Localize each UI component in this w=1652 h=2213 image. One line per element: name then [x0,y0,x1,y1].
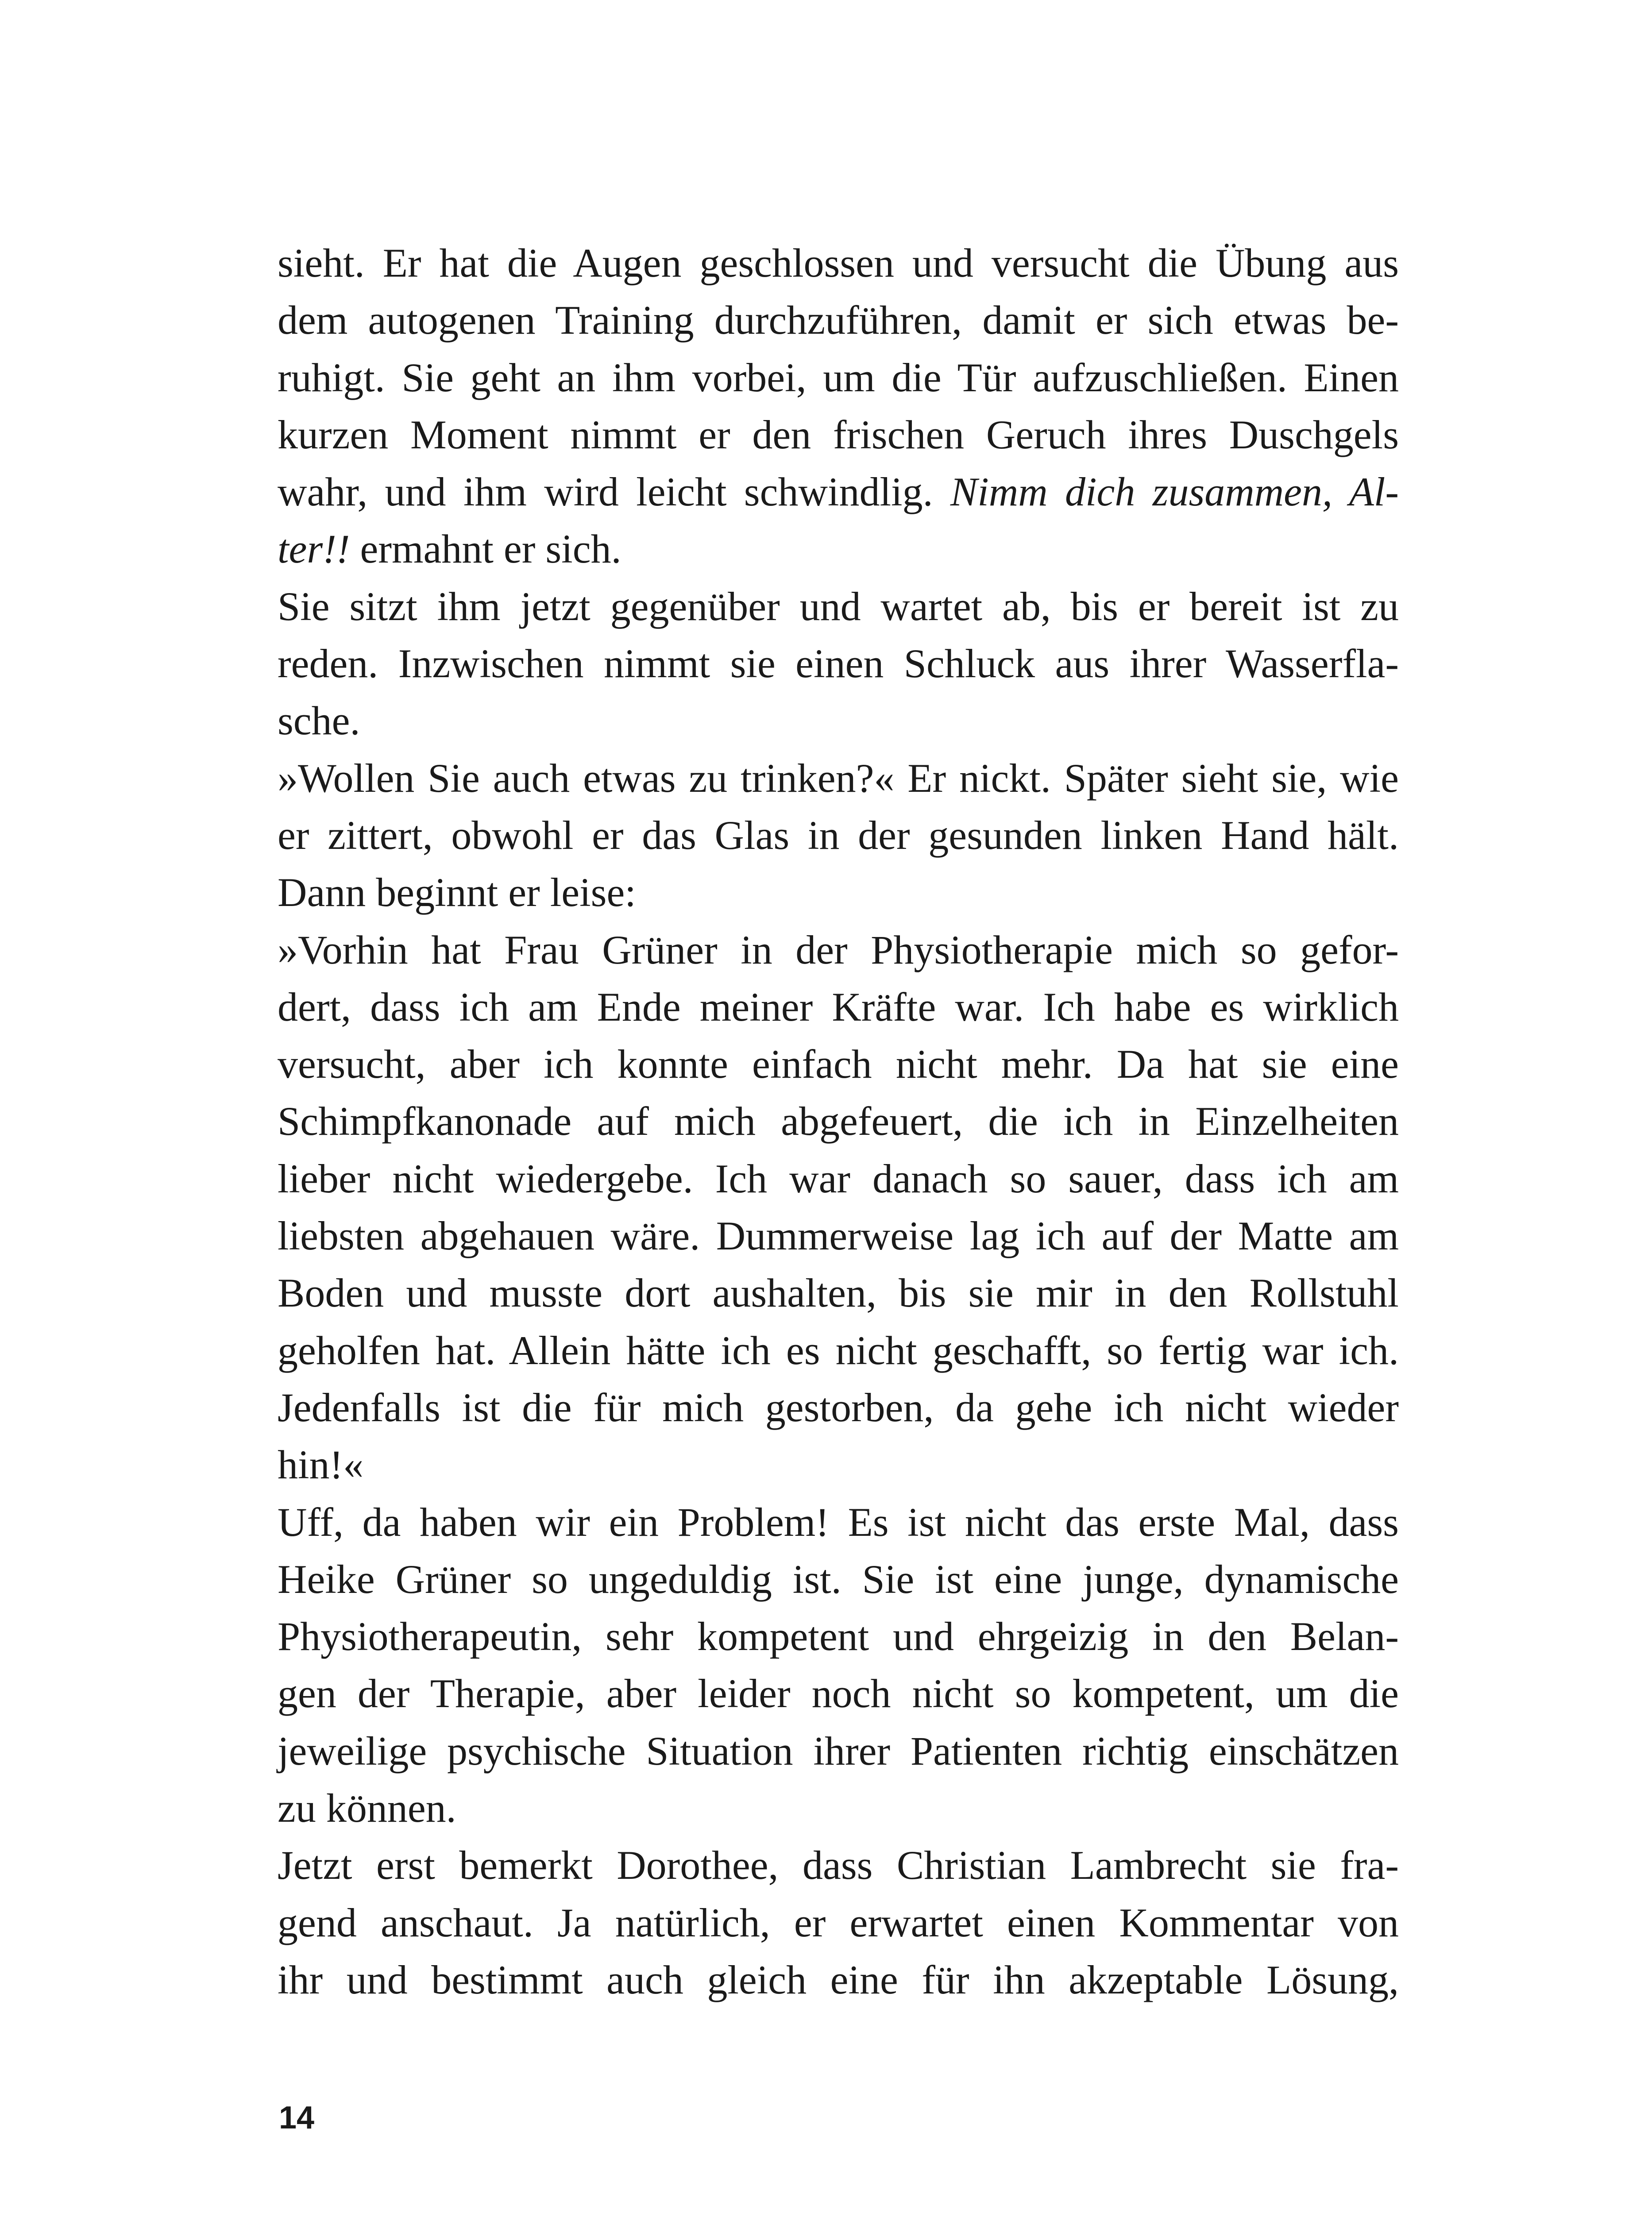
text-line [278,1265,1399,1322]
text-line-normal: Jedenfalls ist die für mich gestorben, da gehe ich nicht wieder [278,1384,1399,1430]
text-line-normal: Jetzt erst bemerkt Dorothee, dass Christian Lambrecht sie fra- [278,1843,1399,1888]
text-line [278,1951,1399,2009]
text-line-normal: Physiotherapeutin, sehr kompetent und ehrgeizig in den Belan- [278,1614,1399,1659]
text-line [278,1494,1399,1551]
text-line-normal: gend anschaut. Ja natürlich, er erwartet einen Kommentar von [278,1900,1399,1945]
text-line-italic: ter!! [278,526,350,572]
text-line-normal: Heike Grüner so ungeduldig ist. Sie ist eine junge, dynamische [278,1556,1399,1602]
text-line [278,292,1399,349]
text-line [278,1207,1399,1265]
text-line-normal: »Wollen Sie auch etwas zu trinken?« Er nickt. Später sieht sie, wie [278,755,1399,801]
text-line-normal: geholfen hat. Allein hätte ich es nicht geschafft, so fertig war ich. [278,1327,1399,1373]
text-line-normal: Boden und musste dort aushalten, bis sie mir in den Rollstuhl [278,1270,1399,1316]
text-line-normal: ihr und bestimmt auch gleich eine für ihn akzeptable Lösung, [278,1957,1399,2002]
text-line [278,750,1399,807]
text-line [278,807,1399,864]
text-line-normal: sche. [278,698,360,744]
text-line [278,1723,1399,1780]
text-line-normal: Dann beginnt er leise: [278,870,636,915]
text-line-italic: Nimm dich zusammen, Al- [950,469,1399,515]
text-line-normal: »Vorhin hat Frau Grüner in der Physiotherapie mich so gefor- [278,927,1399,972]
text-line-normal: lieber nicht wiedergebe. Ich war danach so sauer, dass ich am [278,1156,1399,1201]
text-line [278,1780,1399,1837]
text-line-normal: gen der Therapie, aber leider noch nicht so kompetent, um die [278,1671,1399,1716]
text-line-normal: dert, dass ich am Ende meiner Kräfte war. Ich habe es wirklich [278,984,1399,1029]
text-line [278,1093,1399,1150]
text-line [278,578,1399,635]
text-line-normal: er zittert, obwohl er das Glas in der gesunden linken Hand hält. [278,812,1399,858]
text-line [278,520,1399,578]
text-line-normal: wahr, und ihm wird leicht schwindlig. [278,469,933,515]
text-line [278,1608,1399,1665]
text-line-normal: zu können. [278,1785,456,1831]
text-line-normal: ermahnt er sich. [360,526,621,572]
text-line-normal: ruhigt. Sie geht an ihm vorbei, um die Tür aufzuschließen. Einen [278,355,1399,400]
text-line [278,235,1399,292]
text-line [278,921,1399,979]
text-line-normal: sieht. Er hat die Augen geschlossen und versucht die Übung aus [278,240,1399,285]
text-line [278,406,1399,463]
text-line-normal: liebsten abgehauen wäre. Dummerweise lag ich auf der Matte am [278,1213,1399,1259]
text-line-normal: reden. Inzwischen nimmt sie einen Schluck aus ihrer Wasserfla- [278,641,1399,686]
text-line-normal: Sie sitzt ihm jetzt gegenüber und wartet ab, bis er bereit ist zu [278,583,1399,629]
text-line-normal: dem autogenen Training durchzuführen, damit er sich etwas be- [278,297,1399,343]
text-line [278,463,1399,520]
text-line-normal: jeweilige psychische Situation ihrer Patienten richtig einschätzen [278,1728,1399,1773]
text-line [278,1150,1399,1207]
text-line [278,635,1399,692]
text-line [278,864,1399,921]
text-line [278,1665,1399,1722]
text-line-normal: Schimpfkanonade auf mich abgefeuert, die ich in Einzelheiten [278,1099,1399,1144]
text-line-normal: versucht, aber ich konnte einfach nicht mehr. Da hat sie eine [278,1041,1399,1087]
text-line [278,692,1399,749]
text-line [278,1436,1399,1493]
text-line [278,1551,1399,1608]
text-line [278,349,1399,406]
text-line-normal: kurzen Moment nimmt er den frischen Geruch ihres Duschgels [278,412,1399,457]
body-text [278,235,1399,2009]
text-line [278,1837,1399,1894]
text-line [278,1036,1399,1093]
text-line [278,1894,1399,1951]
text-line [278,979,1399,1036]
text-line [278,1322,1399,1379]
page-number: 14 [279,2100,315,2136]
text-line-normal: Uff, da haben wir ein Problem! Es ist nicht das erste Mal, dass [278,1499,1399,1545]
text-line-normal: hin!« [278,1442,364,1488]
text-line [278,1379,1399,1436]
